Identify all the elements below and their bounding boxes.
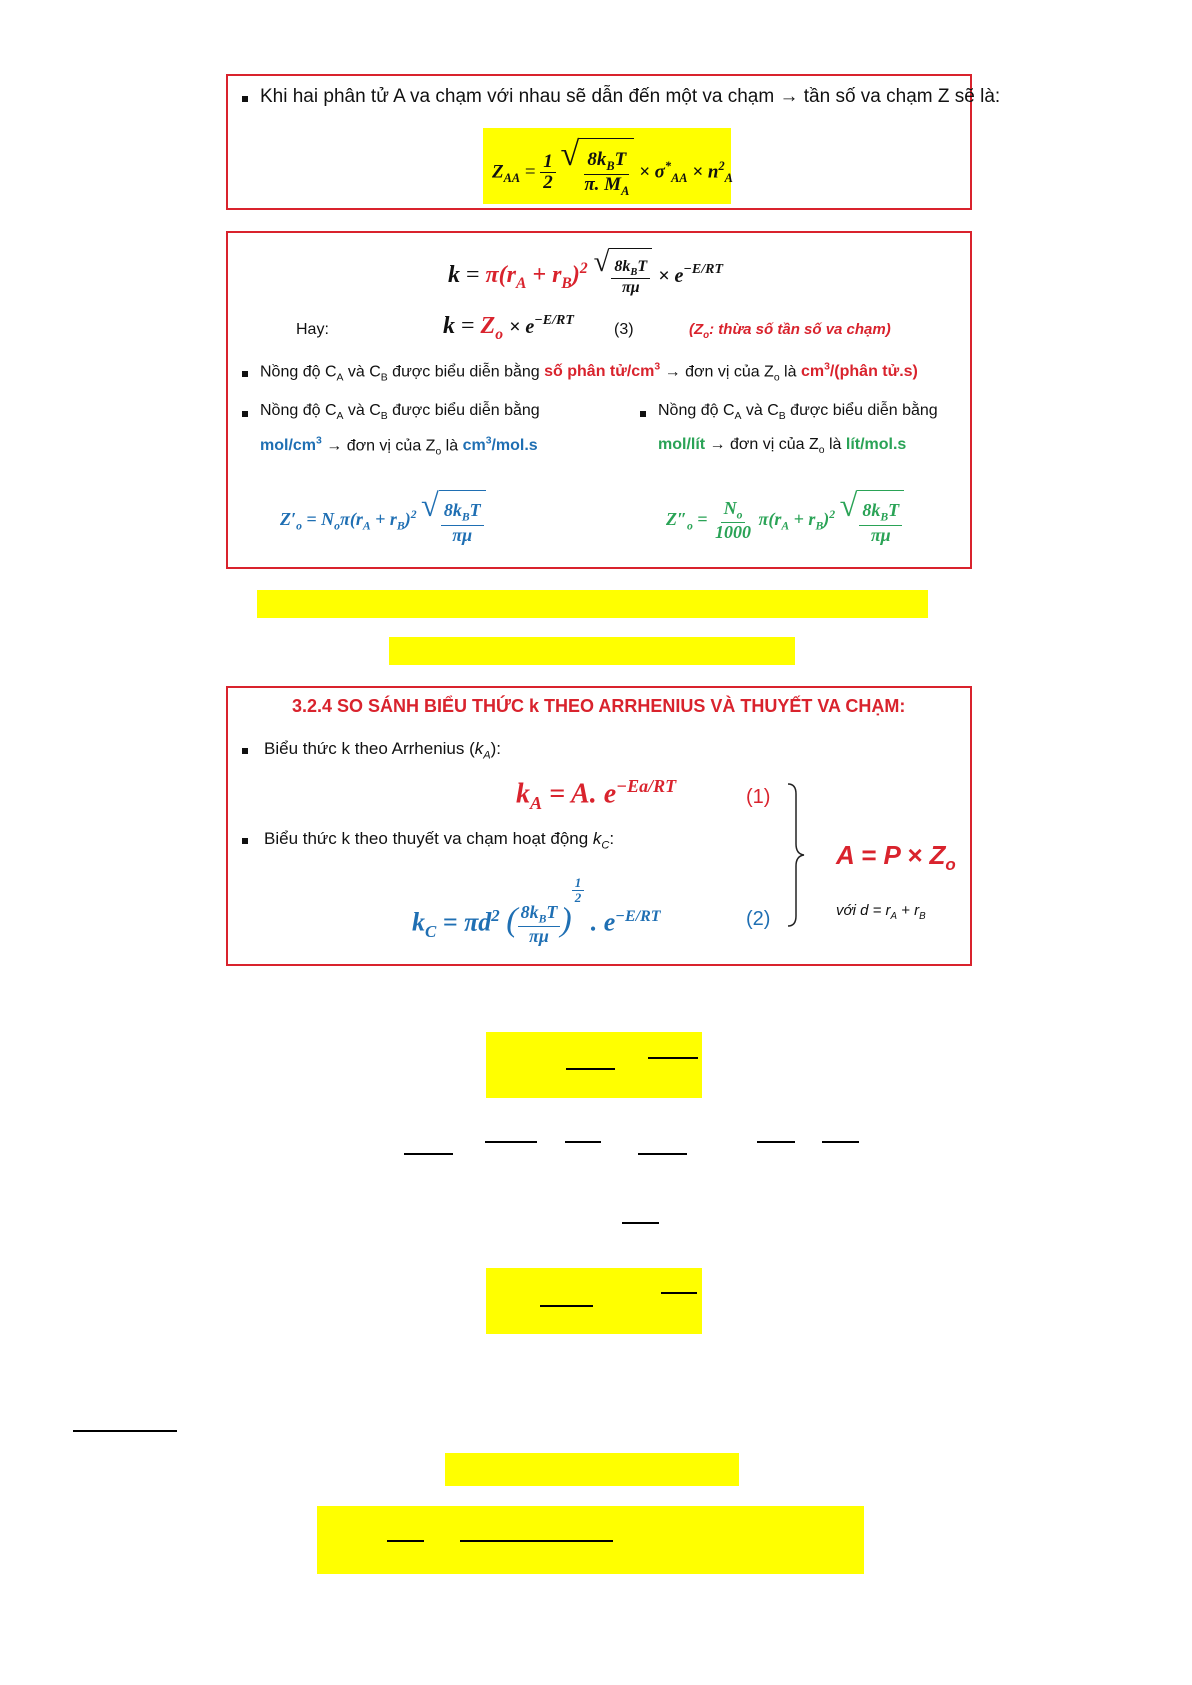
z-note: ($Z_o$: thừa số tần số va chạm) — [689, 321, 891, 341]
fraction-rule — [638, 1153, 687, 1155]
section-heading: 3.2.4 SO SÁNH BIỂU THỨC k THEO ARRHENIUS VÀ THUYẾT VA CHẠM: — [292, 696, 906, 716]
underline-rule — [73, 1430, 177, 1432]
hay-label: Hay: — [296, 321, 329, 338]
bullet-icon — [242, 838, 248, 844]
collision-frequency-formula: $Z_{AA}$ = $\frac{1}{2}$ √ $\frac{8k_BT}{\pi. M_A}$ × $\sigma^*_{AA} \times n^2_A$ — [492, 132, 733, 200]
d-definition: với $d = r_A + r_B$ — [836, 902, 926, 922]
highlight-block — [486, 1268, 702, 1334]
bullet-icon — [242, 411, 248, 417]
left-col-line1: Nồng độ $C_A$ và $C_B$ được biểu diễn bằng — [260, 402, 540, 423]
equation-number-2: (2) — [746, 908, 771, 930]
comparison-box — [226, 686, 972, 966]
fraction-rule — [822, 1141, 859, 1143]
collision-theory-formula: $k_C = \pi d^2$ ( $\frac{8k_BT}{\pi\mu}$ ) $^{\frac{1}{2}}$ . $e^{-E/RT}$ — [412, 875, 661, 947]
a-equals-formula: $A = P \times Z_o$ — [836, 840, 956, 875]
right-col-line2: mol/lít → đơn vị của $Z_o$ là lít/mol.s — [658, 436, 907, 457]
left-col-line2: mol/$cm^3$ → đơn vị của $Z_o$ là $cm^3/mol.s$ — [260, 436, 538, 458]
highlight-block — [486, 1032, 702, 1098]
bullet-icon — [640, 411, 646, 417]
fraction-rule — [566, 1068, 615, 1070]
rate-constant-short-formula: $k = Z_o \times e^{-E/RT}$ — [443, 313, 574, 343]
equation-number-1: (1) — [746, 786, 771, 808]
fraction-rule — [404, 1153, 453, 1155]
z-prime-formula: $Z'_o = N_o\pi(r_A + r_B)^2$ √ $\frac{8k_BT}{\pi\mu}$ — [280, 485, 486, 545]
bullet-icon — [242, 748, 248, 754]
collision-bullet: Biểu thức k theo thuyết va chạm hoạt động $k_C$: — [264, 829, 615, 852]
right-col-line1: Nồng độ $C_A$ và $C_B$ được biểu diễn bằng — [658, 402, 938, 423]
molecule-unit-text: Nồng độ $C_A$ và $C_B$ được biểu diễn bằng số phân $tử/cm^3$ → đơn vị của $Z_o$ là $cm^3/(phân$ tử.s) — [260, 362, 918, 384]
fraction-rule — [540, 1305, 593, 1307]
fraction-rule — [485, 1141, 537, 1143]
collision-frequency-box — [226, 74, 1001, 210]
bullet-icon — [242, 96, 248, 102]
fraction-rule — [460, 1540, 613, 1542]
equation-number-3: (3) — [614, 321, 634, 338]
fraction-rule — [622, 1222, 659, 1224]
fraction-rule — [648, 1057, 698, 1059]
fraction-rule — [757, 1141, 795, 1143]
highlight-bar — [257, 590, 928, 618]
z-double-prime-formula: $Z''_o$ = $\frac{N_o}{1000}$ $\pi(r_A + r_B)^2$ √ $\frac{8k_BT}{\pi\mu}$ — [666, 485, 904, 545]
fraction-rule — [661, 1292, 697, 1294]
arrhenius-bullet: Biểu thức k theo Arrhenius $(k_A)$: — [264, 739, 502, 762]
rate-constant-box — [226, 231, 972, 569]
brace-icon — [786, 782, 806, 928]
fraction-rule — [387, 1540, 424, 1542]
collision-intro-text: Khi hai phân tử A va chạm với nhau sẽ dẫn đến một va chạm → tần số va chạm Z sẽ là: — [260, 86, 1001, 107]
arrhenius-formula: $k_A = A$. $e^{-Ea/RT}$ — [516, 776, 677, 813]
fraction-rule — [565, 1141, 601, 1143]
rate-constant-formula: $k = \pi(r_A + r_B)^2$ √ $\frac{8k_BT}{\pi\mu}$ × $e^{-E/RT}$ — [448, 241, 723, 297]
bullet-icon — [242, 371, 248, 377]
highlight-bar — [389, 637, 795, 665]
highlight-bar — [445, 1453, 739, 1486]
